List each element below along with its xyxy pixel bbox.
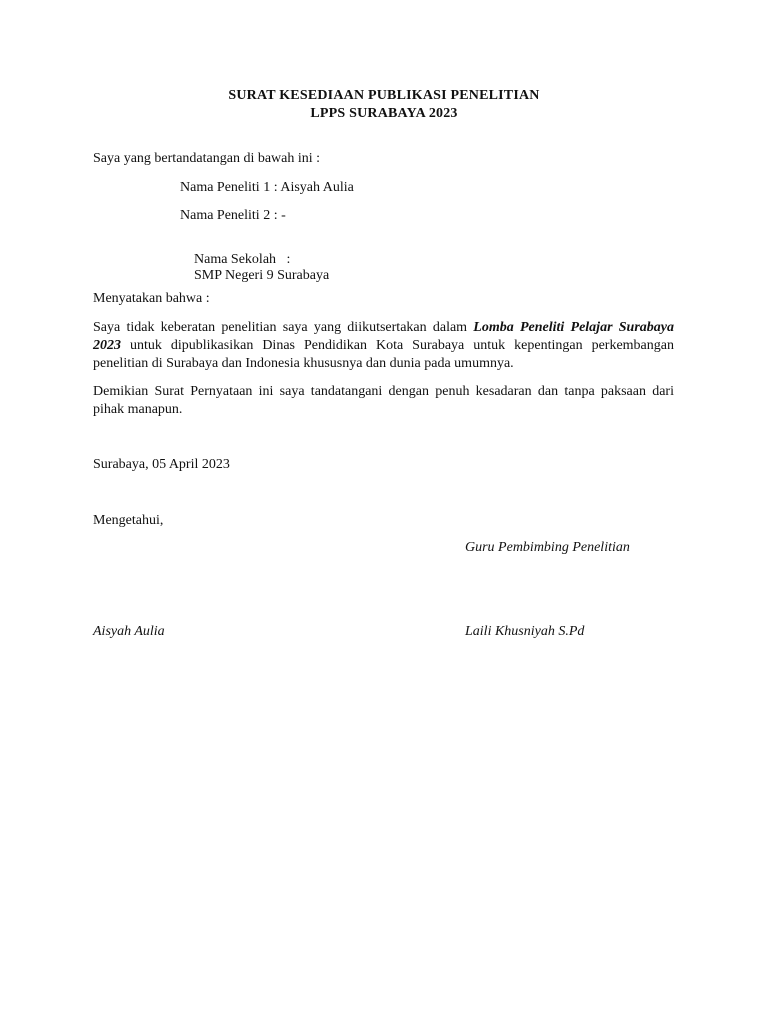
place-date: Surabaya, 05 April 2023: [93, 457, 230, 472]
statement-heading: Menyatakan bahwa :: [93, 291, 210, 306]
field-label: Nama Sekolah :: [194, 252, 291, 267]
statement-paragraph: [93, 319, 674, 373]
closing-paragraph: Demikian Surat Pernyataan ini saya tandatangani dengan penuh kesadaran dan tanpa paksaan dari pihak manapun.: [93, 384, 674, 417]
document-subtitle: LPPS SURABAYA 2023: [310, 106, 458, 121]
acknowledged-label: Mengetahui,: [93, 513, 164, 528]
supervisor-role: Guru Pembimbing Penelitian: [465, 540, 630, 555]
field-researcher-2: [180, 208, 286, 224]
field-value: SMP Negeri 9 Surabaya: [194, 268, 330, 283]
intro-text: Saya yang bertandatangan di bawah ini :: [93, 151, 321, 166]
field-value: -: [281, 208, 286, 223]
field-value: Aisyah Aulia: [280, 180, 354, 195]
paragraph-text: Saya tidak keberatan penelitian saya yang diikutsertakan dalam: [93, 320, 474, 335]
researcher-signature-name: Aisyah Aulia: [93, 624, 165, 639]
field-researcher-1: [180, 180, 354, 196]
paragraph-text: untuk dipublikasikan Dinas Pendidikan Kota Surabaya untuk kepentingan perkembangan penelitian di Surabaya dan Indonesia khususnya dan dunia pada umumnya.: [93, 338, 674, 371]
supervisor-signature-name: Laili Khusniyah S.Pd: [465, 624, 585, 639]
field-label: Nama Peneliti 1 :: [180, 180, 278, 195]
competition-name: Lomba Peneliti Pelajar Surabaya 2023: [93, 320, 674, 353]
field-label: Nama Peneliti 2 :: [180, 208, 278, 223]
document-title: SURAT KESEDIAAN PUBLIKASI PENELITIAN: [228, 88, 540, 103]
